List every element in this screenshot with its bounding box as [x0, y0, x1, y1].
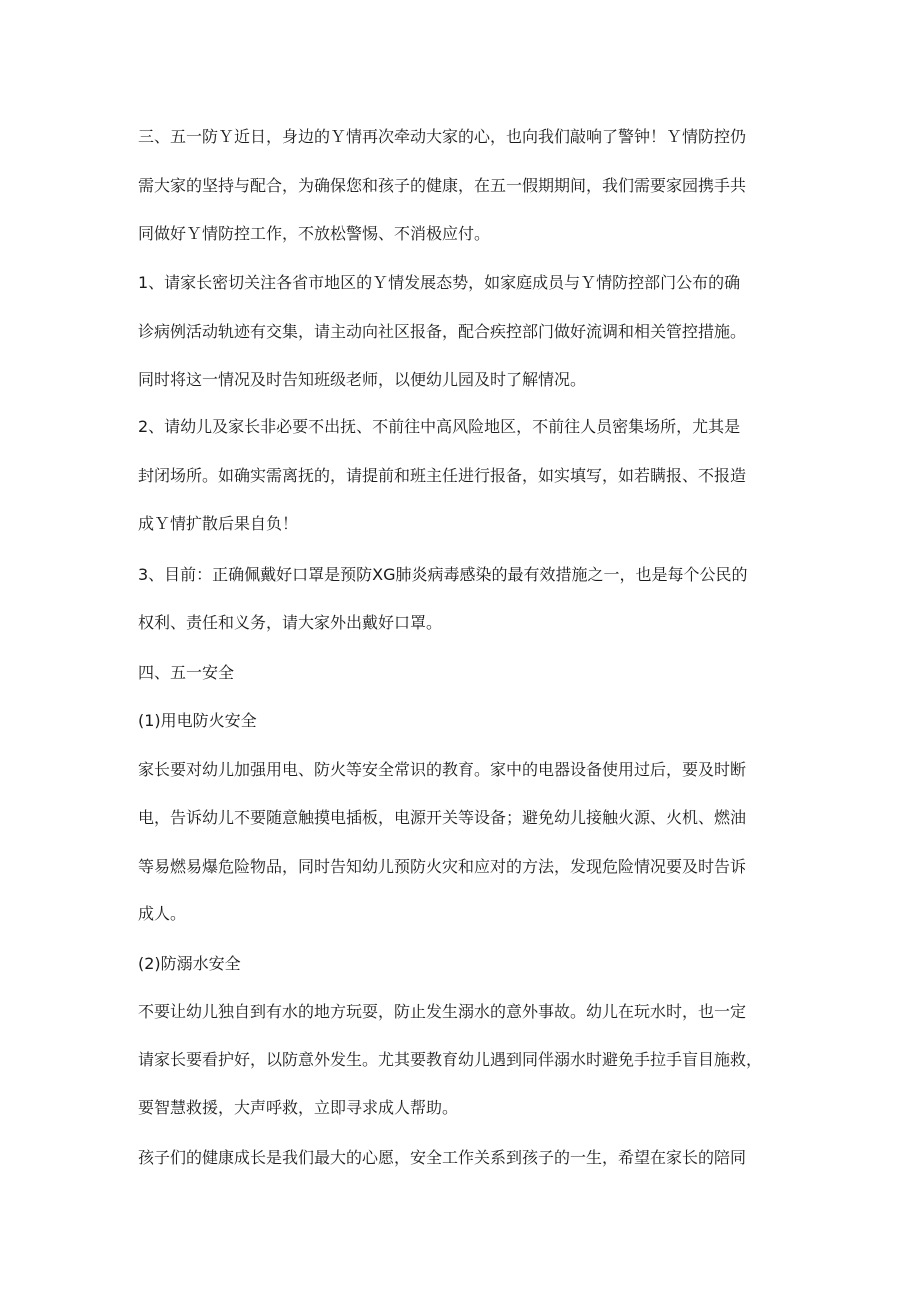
closing-line-1: 孩子们的健康成长是我们最大的心愿，安全工作关系到孩子的一生，希望在家长的陪同	[138, 1148, 747, 1167]
item2-line-2: 封闭场所。如确实需离抚的，请提前和班主任进行报备，如实填写，如若瞒报、不报造	[138, 466, 747, 485]
section3-line-3: 同做好Ｙ情防控工作，不放松警惕、不消极应付。	[138, 224, 491, 243]
sub1-line-3: 等易燃易爆危险物品，同时告知幼儿预防火灾和应对的方法，发现危险情况要及时告诉	[138, 857, 747, 876]
sub1-line-1: 家长要对幼儿加强用电、防火等安全常识的教育。家中的电器设备使用过后，要及时断	[138, 760, 747, 779]
sub1-heading: (1)用电防火安全	[138, 711, 257, 730]
section3-line-1: 三、五一防Ｙ近日，身边的Ｙ情再次牵动大家的心，也向我们敲响了警钟！Ｙ情防控仍	[138, 127, 747, 146]
sub1-line-2: 电，告诉幼儿不要随意触摸电插板，电源开关等设备；避免幼儿接触火源、火机、燃油	[138, 808, 747, 827]
sub2-heading: (2)防溺水安全	[138, 954, 241, 973]
sub1-line-4: 成人。	[138, 904, 187, 923]
item1-line-1: 1、请家长密切关注各省市地区的Ｙ情发展态势，如家庭成员与Ｙ情防控部门公布的确	[138, 273, 741, 292]
sub2-line-3: 要智慧救援，大声呼救，立即寻求成人帮助。	[138, 1098, 459, 1117]
sub2-line-1: 不要让幼儿独自到有水的地方玩耍，防止发生溺水的意外事故。幼儿在玩水时，也一定	[138, 1002, 747, 1021]
item2-line-1: 2、请幼儿及家长非必要不出抚、不前往中高风险地区，不前往人员密集场所，尤其是	[138, 417, 741, 436]
item1-line-3: 同时将这一情况及时告知班级老师，以便幼儿园及时了解情况。	[138, 370, 587, 389]
item3-line-1: 3、目前：正确佩戴好口罩是预防XG肺炎病毒感染的最有效措施之一，也是每个公民的	[138, 565, 748, 584]
item3-line-2: 权利、责任和义务，请大家外出戴好口罩。	[138, 613, 443, 632]
section3-line-2: 需大家的坚持与配合，为确保您和孩子的健康，在五一假期期间，我们需要家园携手共	[138, 176, 747, 195]
item2-line-3: 成Ｙ情扩散后果自负！	[138, 514, 299, 533]
section4-heading: 四、五一安全	[138, 663, 235, 682]
item1-line-2: 诊病例活动轨迹有交集，请主动向社区报备，配合疾控部门做好流调和相关管控措施。	[138, 322, 747, 341]
sub2-line-2: 请家长要看护好，以防意外发生。尤其要教育幼儿遇到同伴溺水时避免手拉手盲目施救，	[138, 1050, 763, 1069]
